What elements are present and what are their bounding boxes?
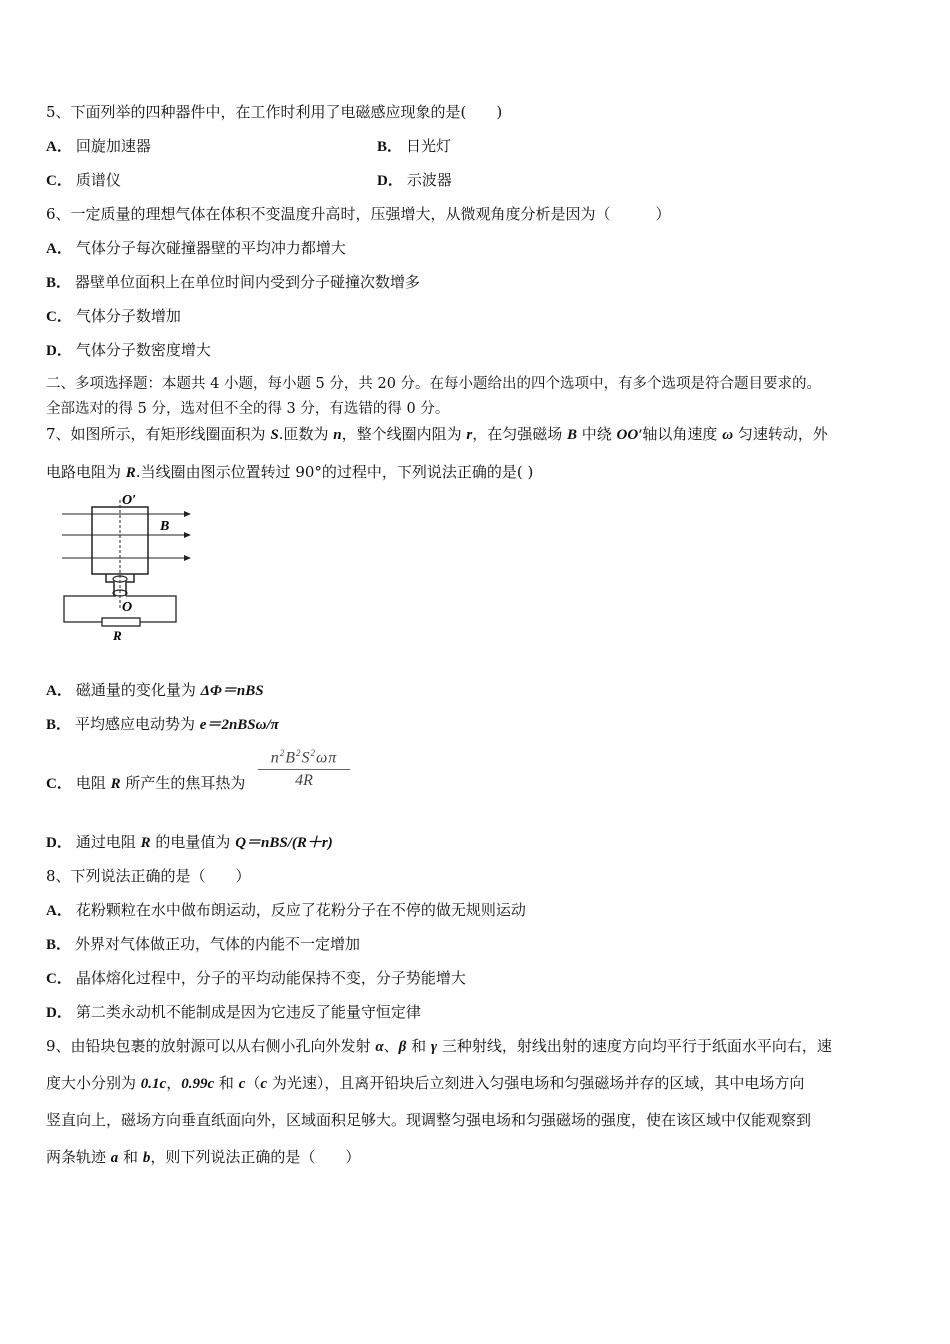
field-arrow-2	[184, 532, 191, 538]
q8-option-d: D． 第二类永动机不能制成是因为它违反了能量守恒定律	[46, 1003, 421, 1021]
q9-stem-line-3: 竖直向上，磁场方向垂直纸面向外，区域面积足够大。现调整匀强电场和匀强磁场的强度，使在该区域中仅能观察到	[46, 1111, 812, 1129]
q5-option-d: D． 示波器	[377, 171, 452, 189]
q6-option-a: A． 气体分子每次碰撞器壁的平均冲力都增大	[46, 239, 346, 257]
q8-stem: 8、下列说法正确的是（ ）	[46, 867, 251, 885]
q6-option-d: D． 气体分子数密度增大	[46, 341, 211, 359]
q5-option-b: B． 日光灯	[377, 137, 452, 155]
q8-option-a: A． 花粉颗粒在水中做布朗运动，反应了花粉分子在不停的做无规则运动	[46, 901, 526, 919]
q7-stem-line-2: 电路电阻为 R.当线圈由图示位置转过 90°的过程中，下列说法正确的是( )	[46, 463, 534, 481]
label-resistor: R	[113, 628, 122, 643]
q7-option-c: C． 电阻 R 所产生的焦耳热为	[46, 774, 246, 792]
q9-stem-line-4: 两条轨迹 a 和 b，则下列说法正确的是（ ）	[46, 1148, 361, 1166]
label-axis-bottom: O	[122, 600, 133, 615]
q5-stem: 5、下面列举的四种器件中，在工作时利用了电磁感应现象的是( )	[46, 103, 503, 121]
q6-option-c: C． 气体分子数增加	[46, 307, 181, 325]
section-2-instructions: 全部选对的得 5 分，选对但不全的得 3 分，有选错的得 0 分。	[46, 401, 450, 417]
q6-option-b: B． 器壁单位面积上在单位时间内受到分子碰撞次数增多	[46, 273, 421, 291]
q5-option-c: C． 质谱仪	[46, 171, 121, 189]
q7-option-c-fraction: $\frac{n^2B^2S^2\omega\pi}{4R}$	[258, 748, 350, 790]
field-arrow-3	[184, 555, 191, 561]
q8-option-b: B． 外界对气体做正功，气体的内能不一定增加	[46, 935, 361, 953]
q7-stem-line-1: 7、如图所示，有矩形线圈面积为 S.匝数为 n，整个线圈内阻为 r，在匀强磁场 B 中绕 OO′轴以角速度 ω 匀速转动，外	[46, 425, 828, 443]
label-field: B	[160, 519, 170, 534]
q6-stem: 6、一定质量的理想气体在体积不变温度升高时，压强增大，从微观角度分析是因为（ ）	[46, 205, 671, 223]
q9-stem-line-1: 9、由铅块包裹的放射源可以从右侧小孔向外发射 α、β 和 γ 三种射线，射线出射的速度方向均平行于纸面水平向右，速	[46, 1037, 832, 1055]
label-axis-top: O′	[122, 493, 137, 508]
section-2-heading: 二、多项选择题：本题共 4 小题，每小题 5 分，共 20 分。在每小题给出的四个选项中，有多个选项是符合题目要求的。	[46, 376, 822, 392]
q9-stem-line-2: 度大小分别为 0.1c，0.99c 和 c（c 为光速），且离开铅块后立刻进入匀强电场和匀强磁场并存的区域，其中电场方向	[46, 1074, 805, 1092]
q8-option-c: C． 晶体熔化过程中，分子的平均动能保持不变，分子势能增大	[46, 969, 466, 987]
field-arrow-1	[184, 511, 191, 517]
q7-coil-figure	[56, 490, 196, 645]
q7-option-d: D． 通过电阻 R 的电量值为 Q＝nBS/(R＋r)	[46, 833, 333, 851]
q7-option-a: A． 磁通量的变化量为 ΔΦ＝nBS	[46, 681, 264, 699]
resistor	[102, 618, 140, 626]
q5-option-a: A． 回旋加速器	[46, 137, 151, 155]
q7-option-b: B． 平均感应电动势为 e＝2nBSω/π	[46, 715, 279, 733]
